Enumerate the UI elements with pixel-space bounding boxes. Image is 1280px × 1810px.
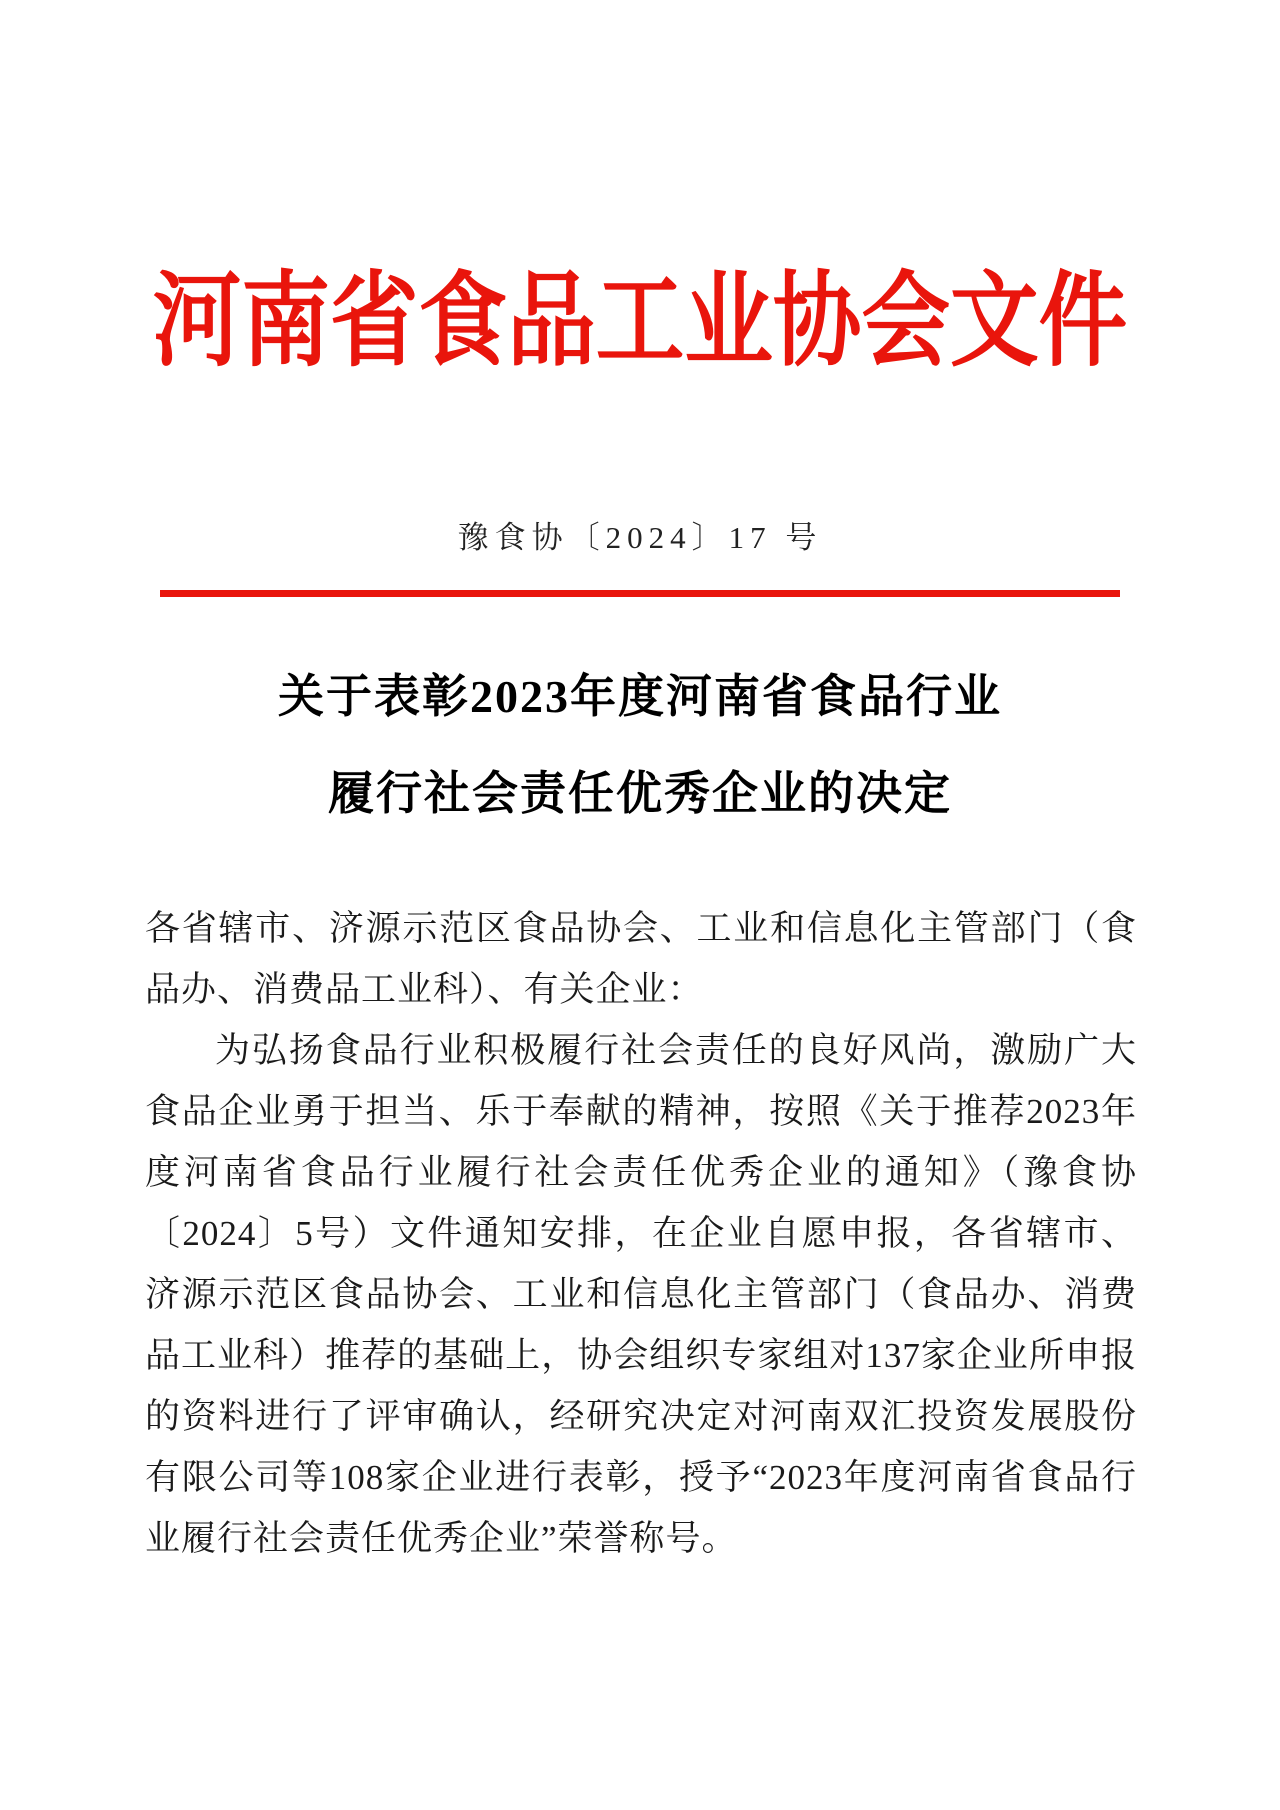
document-title-line2: 履行社会责任优秀企业的决定: [328, 768, 952, 819]
salutation-paragraph: 各省辖市、济源示范区食品协会、工业和信息化主管部门（食品办、消费品工业科）、有关企业：: [145, 909, 1137, 1009]
body-paragraph: 为弘扬食品行业积极履行社会责任的良好风尚，激励广大食品企业勇于担当、乐于奉献的精神，按照《关于推荐2023年度河南省食品行业履行社会责任优秀企业的通知》（豫食协〔2024〕5号）文件通知安排，在企业自愿申报，各省辖市、济源示范区食品协会、工业和信息化主管部门（食品办、消费品工业科）推荐的基础上，协会组织专家组对137家企业所申报的资料进行了评审确认，经研究决定对河南双汇投资发展股份有限公司等108家企业进行表彰，授予“2023年度河南省食品行业履行社会责任优秀企业”荣誉称号。: [145, 1031, 1137, 1558]
document-body: [145, 898, 1137, 1569]
document-title-line1: 关于表彰2023年度河南省食品行业: [278, 671, 1002, 722]
document-number: 豫食协〔2024〕17 号: [457, 520, 823, 555]
red-header-org-title: 河南省食品工业协会文件: [152, 265, 1128, 379]
red-divider-line: [160, 590, 1120, 597]
document-title: [0, 648, 1280, 842]
